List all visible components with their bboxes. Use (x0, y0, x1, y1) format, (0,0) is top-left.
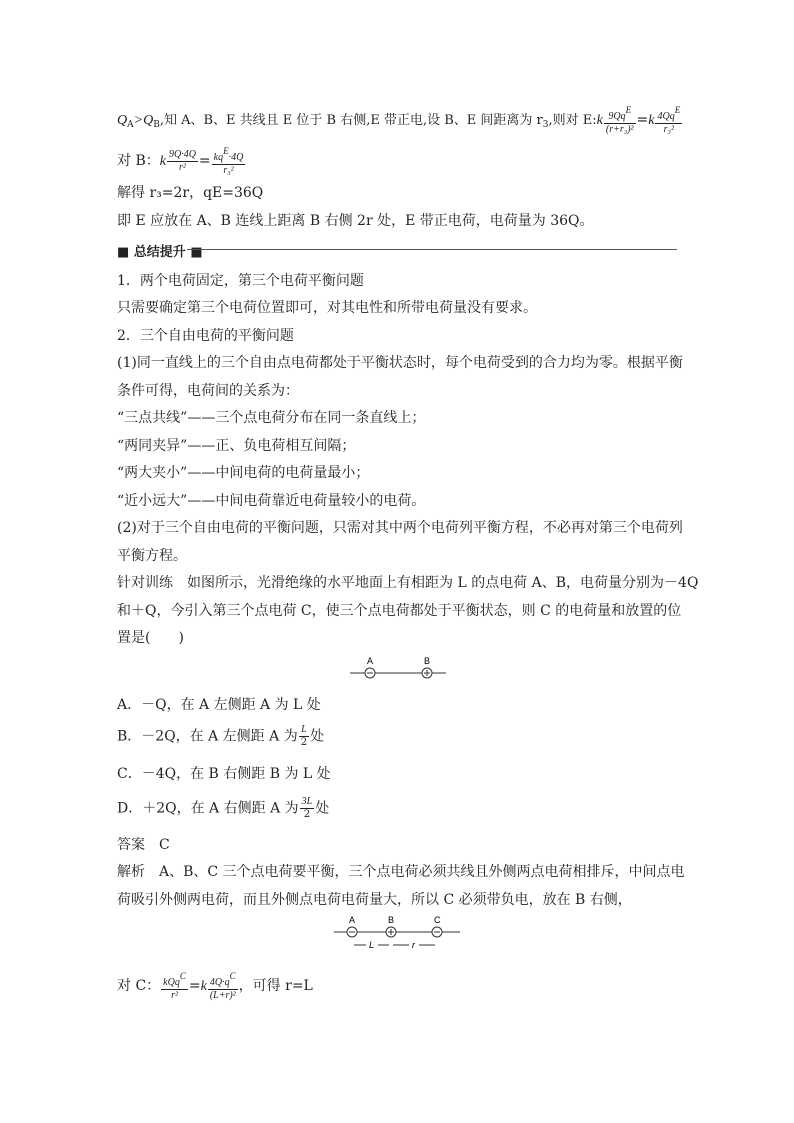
fraction: $\frac{\text{kqE·4Q}}{\text{r₃²}}$ (213, 146, 244, 176)
solution-line-4: 即 E 应放在 A、B 连线上距离 B 右侧 2r 处，E 带正电荷，电荷量为 36Q。 (117, 213, 594, 229)
answer: 答案 C (117, 837, 170, 853)
summary-p1: 1．两个电荷固定，第三个电荷平衡问题 (117, 273, 364, 289)
exercise-q1: 针对训练 如图所示，光滑绝缘的水平地面上有相距为 L 的点电荷 A、B，电荷量分别为－4Q (117, 575, 699, 591)
section-title: ■ 总结提升 ■ (117, 245, 203, 260)
summary-p4: (1)同一直线上的三个自由点电荷都处于平衡状态时，每个电荷受到的合力均为零。根据平衡 (117, 355, 683, 371)
explanation-1: 解析 A、B、C 三个点电荷要平衡，三个点电荷必须共线且外侧两点电荷相排斥，中间点电 (117, 864, 685, 880)
summary-p11: 平衡方程。 (117, 548, 187, 564)
solution-line-2: 对 B：k $\frac{9Q\cdot 4Q}{\text{r²}}$ = $\frac{\text{kqE·4Q}}{\text{r₃²}}$ (117, 146, 244, 176)
fraction: $\frac{\text{9QqE}}{\text{(r+r₃)²}}$ (605, 105, 634, 135)
label-c: C (434, 915, 441, 925)
label-b: B (424, 656, 431, 666)
summary-p7: “两同夹异”——正、负电荷相互间隔； (117, 438, 356, 454)
summary-p10: (2)对于三个自由电荷的平衡问题，只需对其中两个电荷列平衡方程，不必再对第三个电荷列 (117, 520, 683, 536)
option-c: C．－4Q，在 B 右侧距 B 为 L 处 (117, 766, 331, 782)
summary-p9: “近小远大”——中间电荷靠近电荷量较小的电荷。 (117, 493, 426, 509)
summary-p5: 条件可得，电荷间的关系为： (117, 383, 299, 399)
explanation-3: 对 C： $\frac{\text{kQqC}}{\text{r²}}$ =k $\frac{4Q\cdot qC}{\text{(L+r)²}}$ ，可得 r=L (117, 971, 313, 1001)
label-a: A (349, 915, 356, 925)
label-a: A (367, 656, 374, 666)
fraction: $\frac{9Q\cdot 4Q}{\text{r²}}$ (168, 148, 196, 173)
charge-figure-abc (334, 914, 460, 952)
exercise-q3: 置是( ) (117, 630, 184, 646)
option-d: D．＋2Q，在 A 右侧距 A 为 $\frac{3L}{2}$ 处 (117, 796, 330, 820)
summary-p6: “三点共线”——三个点电荷分布在同一条直线上； (117, 410, 426, 426)
solution-line-3: 解得 r₃=2r，qE=36Q (117, 185, 264, 201)
label-r: r (412, 940, 415, 950)
exercise-q2: 和＋Q，今引入第三个点电荷 C，使三个点电荷都处于平衡状态，则 C 的电荷量和放置的位 (117, 603, 682, 619)
fraction: $\frac{\text{4QqE}}{\text{r₃²}}$ (657, 105, 681, 135)
section-header (117, 241, 677, 260)
label-b: B (388, 915, 395, 925)
label-l: L (369, 940, 375, 950)
solution-line-1: $Q_A>Q_B$,知 A、B、E 共线且 E 位于 B 右侧,E 带正电,设 B、E 间距离为 $r_3$,则对 E:k $\frac{\text{9QqE}}{\text{(r+r₃)²}}$ =k $\frac{\text{4QqE}}{\text{r₃²}}$ (117, 105, 681, 135)
divider (187, 249, 677, 250)
explanation-2: 荷吸引外侧两电荷，而且外侧点电荷电荷量大，所以 C 必须带负电，放在 B 右侧， (117, 892, 632, 908)
option-b: B．－2Q，在 A 左侧距 A 为 $\frac{L}{2}$ 处 (117, 724, 325, 748)
summary-p3: 2．三个自由电荷的平衡问题 (117, 328, 294, 344)
summary-p2: 只需要确定第三个电荷位置即可，对其电性和所带电荷量没有要求。 (117, 300, 537, 316)
option-a: A．－Q，在 A 左侧距 A 为 L 处 (117, 697, 321, 713)
summary-p8: “两大夹小”——中间电荷的电荷量最小； (117, 465, 370, 481)
charge-figure-ab (350, 656, 446, 682)
